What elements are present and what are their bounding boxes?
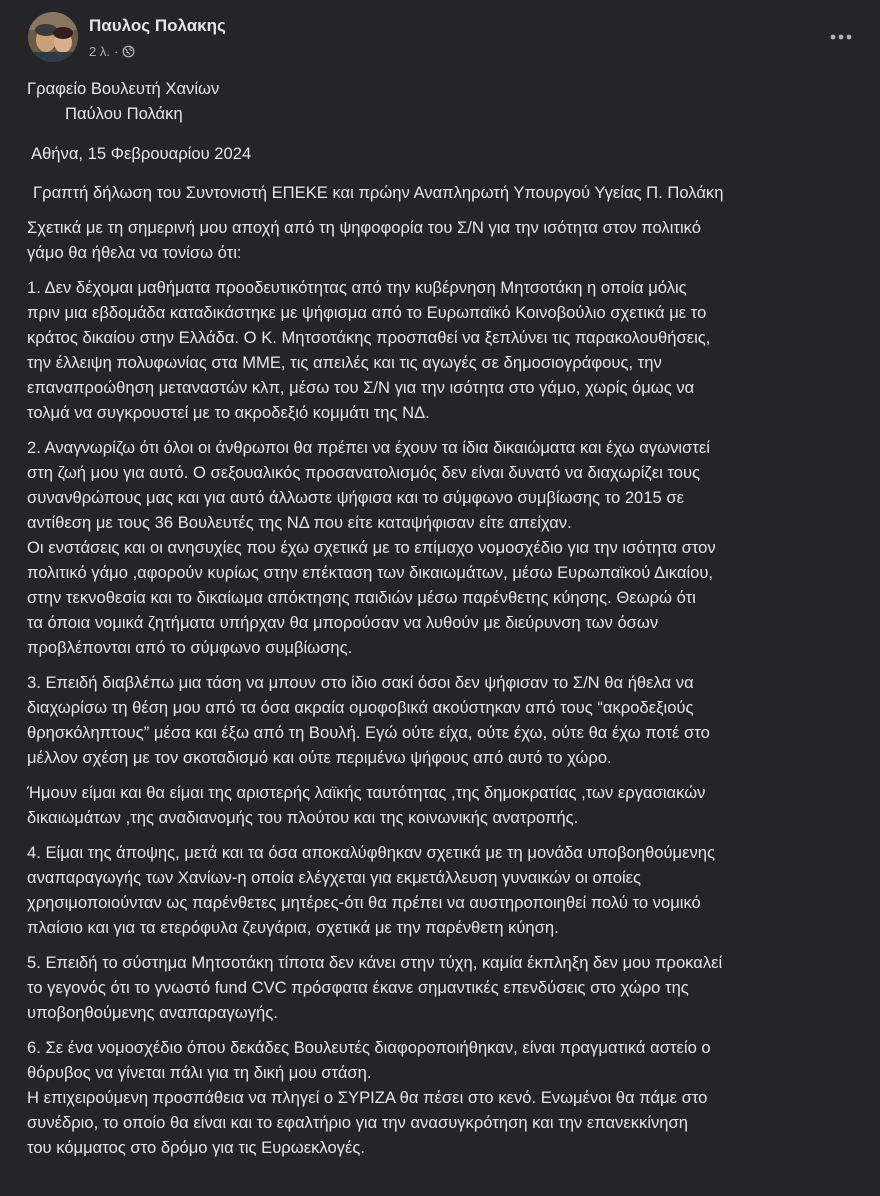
paragraph-point-3: 3. Επειδή διαβλέπω μια τάση να μπουν στο ίδιο σακί όσοι δεν ψήφισαν το Σ/Ν θα ήθελα να διαχωρίσω τη θέση μου από τα όσα ακραία ομοφοβικά ακούστηκαν από τους “ακροδεξιούς θρησκόληπτους” μέσα και έξω από τη Βουλή. Εγώ ούτε είχα, ούτε έχω, ούτε θα έχω ποτέ στο μέλλον σχέση με τον σκοταδισμό και ούτε περιμένω ψήφους από αυτό το χώρο. <box>27 673 710 767</box>
office-line-1: Γραφείο Βουλευτή Χανίων <box>27 79 220 98</box>
profile-photo <box>28 12 78 62</box>
paragraph-point-1: 1. Δεν δέχομαι μαθήματα προοδευτικότητας από την κυβέρνηση Μητσοτάκη η οποία μόλις πριν μια εβδομάδα καταδικάστηκε με ψήφισμα από το Ευρωπαϊκό Κοινοβούλιο σχετικά με το κράτος δικαίου στην Ελλάδα. Ο Κ. Μητσοτάκης προσπαθεί να ξεπλύνει τις παρακολουθήσεις, την έλλειψη πολυφωνίας στα ΜΜΕ, τις απειλές και τις αγωγές σε δημοσιογράφους, την επαναπροώθηση μεταναστών κλπ, μέσω του Σ/Ν για την ισότητα στο γάμο, χωρίς όμως να τολμά να συγκρουστεί με το ακροδεξιό κομμάτι της ΝΔ. <box>27 278 711 422</box>
paragraph-point-2: 2. Αναγνωρίζω ότι όλοι οι άνθρωποι θα πρέπει να έχουν τα ίδια δικαιώματα και έχω αγωνιστεί στη ζωή μου για αυτό. Ο σεξουαλικός προσανατολισμός δεν είναι δυνατό να διαχωρίζει τους συνανθρώπους μας και για αυτό άλλωστε ψήφισα και το σύμφωνο συμβίωσης το 2015 σε αντίθεση με τους 36 Βουλευτές της ΝΔ που είτε καταψήφισαν είτε απείχαν. Οι ενστάσεις και οι ανησυχίες που έχω σχετικά με το επίμαχο νομοσχέδιο για την ισότητα στον πολιτικό γάμο ,αφορούν κυρίως στην επέκταση των δικαιωμάτων, μέσω Ευρωπαϊκού Δικαίου, στην τεκνοθεσία και το δικαίωμα απόκτησης παιδιών μέσω παρένθετης κύησης. Θεωρώ ότι τα όποια νομικά ζητήματα υπήρχαν θα μπορούσαν να λυθούν με διεύρυνση των όσων προβλέπονται από το σύμφωνο συμβίωσης. <box>27 438 716 657</box>
statement-date: Αθήνα, 15 Φεβρουαρίου 2024 <box>31 144 252 163</box>
paragraph-identity: Ήμουν είμαι και θα είμαι της αριστερής λαϊκής ταυτότητας ,της δημοκρατίας ,των εργασιακών δικαιωμάτων ,της αναδιανομής του πλούτου και της κοινωνικής ανατροπής. <box>27 783 706 827</box>
post-meta <box>89 44 135 59</box>
separator-dot: · <box>113 44 119 59</box>
avatar[interactable] <box>28 12 78 62</box>
statement-title: Γραπτή δήλωση του Συντονιστή ΕΠΕΚΕ και πρώην Αναπληρωτή Υπουργού Υγείας Π. Πολάκη <box>33 183 724 202</box>
author-name[interactable]: Παυλος Πολακης <box>89 16 226 35</box>
paragraph-intro: Σχετικά με τη σημερινή μου αποχή από τη ψηφοφορία του Σ/Ν για την ισότητα στον πολιτικό γάμο θα ήθελα να τονίσω ότι: <box>27 218 701 262</box>
post-header <box>3 2 877 70</box>
globe-icon <box>122 45 135 58</box>
post-time[interactable]: 2 λ. <box>89 44 110 59</box>
facebook-post <box>3 2 877 1192</box>
paragraph-point-6: 6. Σε ένα νομοσχέδιο όπου δεκάδες Βουλευτές διαφοροποιήθηκαν, είναι πραγματικά αστείο ο θόρυβος να γίνεται πάλι για τη δική μου στάση. Η επιχειρούμενη προσπάθεια να πληγεί ο ΣΥΡΙΖΑ θα πέσει στο κενό. Ενωμένοι θα πάμε στο συνέδριο, το οποίο θα είναι και το εφαλτήριο για την ανασυγκρότηση και την επανεκκίνηση του κόμματος στο δρόμο για τις Ευρωεκλογές. <box>27 1038 711 1157</box>
office-line-2: Παύλου Πολάκη <box>65 104 183 123</box>
more-horizontal-icon[interactable] <box>829 28 853 36</box>
post-body <box>27 76 865 1160</box>
paragraph-point-5: 5. Επειδή το σύστημα Μητσοτάκη τίποτα δεν κάνει στην τύχη, καμία έκπληξη δεν μου προκαλεί το γεγονός ότι το γνωστό fund CVC πρόσφατα έκανε σημαντικές επενδύσεις στο χώρο της υποβοηθούμενης αναπαραγωγής. <box>27 953 723 1022</box>
paragraph-point-4: 4. Είμαι της άποψης, μετά και τα όσα αποκαλύφθηκαν σχετικά με τη μονάδα υποβοηθούμενης αναπαραγωγής των Χανίων-η οποία ελέγχεται για εκμετάλλευση γυναικών οι οποίες χρησιμοποιούνταν ως παρένθετες μητέρες-ότι θα πρέπει να αυστηροποιηθεί πολύ το νομικό πλαίσιο και για τα ετερόφυλα ζευγάρια, σχετικά με την παρένθετη κύηση. <box>27 843 716 937</box>
